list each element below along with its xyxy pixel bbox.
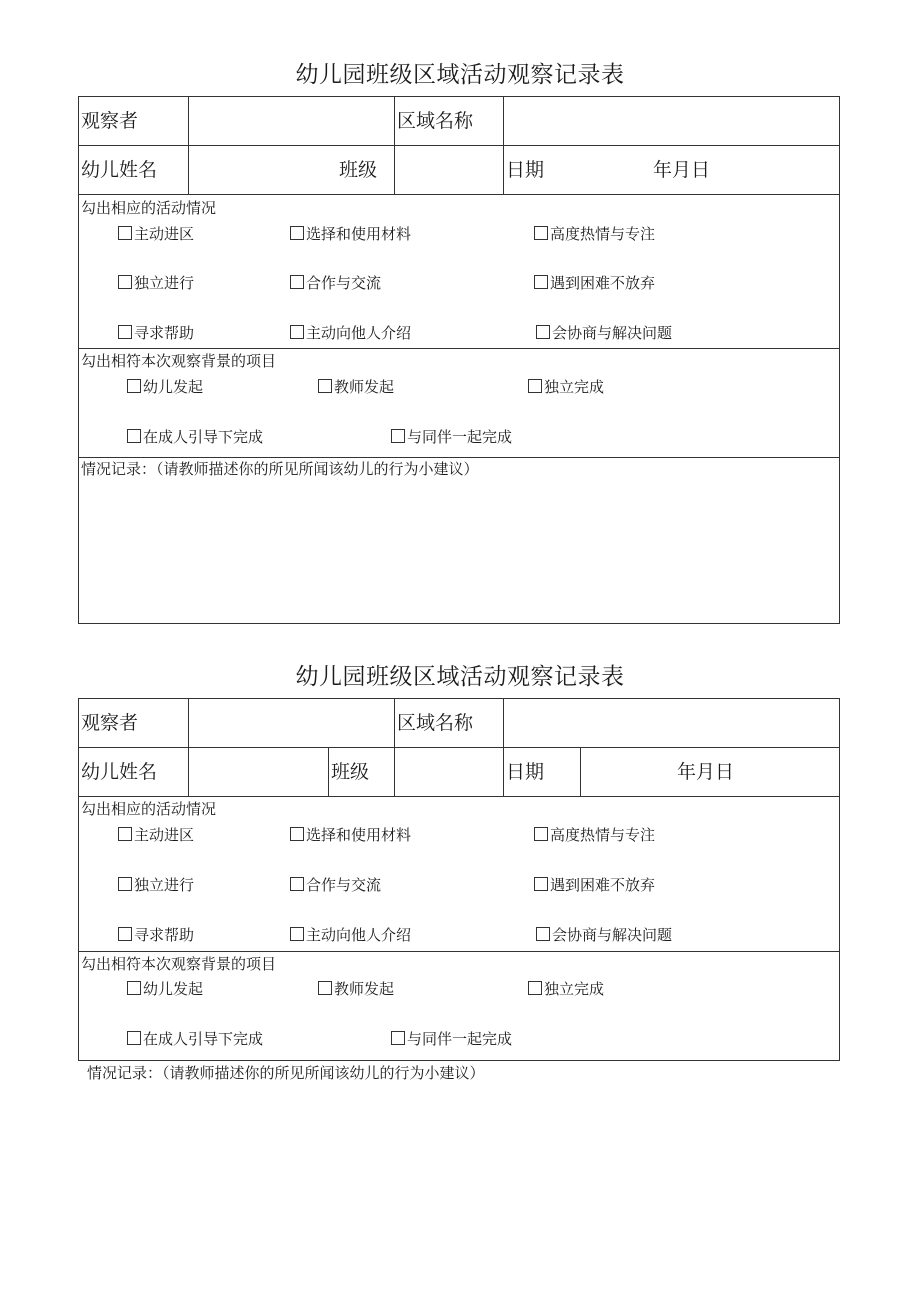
checkbox-icon[interactable] xyxy=(290,325,304,339)
column-divider xyxy=(394,698,395,796)
activity-option[interactable]: 独立进行 xyxy=(118,875,194,895)
row-divider xyxy=(78,348,840,349)
class-label: 班级 xyxy=(331,761,370,783)
column-divider xyxy=(503,96,504,194)
checkbox-icon[interactable] xyxy=(118,275,132,289)
date-units: 年月日 xyxy=(653,159,711,181)
activity-option[interactable]: 选择和使用材料 xyxy=(290,825,411,845)
activity-option[interactable]: 合作与交流 xyxy=(290,875,381,895)
activity-option[interactable]: 遇到困难不放弃 xyxy=(534,875,655,895)
column-divider xyxy=(328,747,329,796)
area-label: 区域名称 xyxy=(397,110,474,132)
checkbox-icon[interactable] xyxy=(127,429,141,443)
activity-option[interactable]: 寻求帮助 xyxy=(118,925,194,945)
area-field[interactable] xyxy=(505,700,838,746)
observer-field[interactable] xyxy=(190,700,393,746)
observer-label: 观察者 xyxy=(81,110,139,132)
checkbox-icon[interactable] xyxy=(290,927,304,941)
row-divider xyxy=(78,194,840,195)
class-label: 班级 xyxy=(339,159,378,181)
checkbox-icon[interactable] xyxy=(118,927,132,941)
form-title: 幼儿园班级区域活动观察记录表 xyxy=(295,62,625,88)
record-area[interactable] xyxy=(80,482,838,622)
activity-option[interactable]: 主动进区 xyxy=(118,224,194,244)
background-option[interactable]: 在成人引导下完成 xyxy=(127,1029,263,1049)
background-option[interactable]: 教师发起 xyxy=(318,377,394,397)
form-title: 幼儿园班级区域活动观察记录表 xyxy=(295,664,625,690)
background-option[interactable]: 幼儿发起 xyxy=(127,979,203,999)
column-divider xyxy=(580,747,581,796)
background-option[interactable]: 教师发起 xyxy=(318,979,394,999)
class-field[interactable] xyxy=(396,749,502,795)
child-name-label: 幼儿姓名 xyxy=(81,761,158,783)
checkbox-icon[interactable] xyxy=(391,429,405,443)
activity-option[interactable]: 选择和使用材料 xyxy=(290,224,411,244)
activity-option[interactable]: 主动向他人介绍 xyxy=(290,323,411,343)
background-option[interactable]: 独立完成 xyxy=(528,979,604,999)
checkbox-icon[interactable] xyxy=(290,877,304,891)
background-option[interactable]: 与同伴一起完成 xyxy=(391,427,512,447)
row-divider xyxy=(78,457,840,458)
row-divider xyxy=(78,796,840,797)
row-divider xyxy=(78,145,840,146)
checkbox-icon[interactable] xyxy=(118,877,132,891)
checkbox-icon[interactable] xyxy=(534,226,548,240)
table-border xyxy=(839,698,840,1061)
activity-option[interactable]: 独立进行 xyxy=(118,273,194,293)
area-field[interactable] xyxy=(505,98,838,144)
checkbox-icon[interactable] xyxy=(528,981,542,995)
checkbox-icon[interactable] xyxy=(290,226,304,240)
row-divider xyxy=(78,951,840,952)
background-option[interactable]: 与同伴一起完成 xyxy=(391,1029,512,1049)
area-label: 区域名称 xyxy=(397,712,474,734)
checkbox-icon[interactable] xyxy=(118,226,132,240)
activity-option[interactable]: 遇到困难不放弃 xyxy=(534,273,655,293)
date-units: 年月日 xyxy=(677,761,735,783)
checkbox-icon[interactable] xyxy=(118,325,132,339)
activity-heading: 勾出相应的活动情况 xyxy=(81,199,217,217)
column-divider xyxy=(188,698,189,796)
activity-option[interactable]: 主动向他人介绍 xyxy=(290,925,411,945)
checkbox-icon[interactable] xyxy=(127,379,141,393)
child-name-field[interactable] xyxy=(190,749,327,795)
table-border xyxy=(78,1060,840,1061)
activity-option[interactable]: 会协商与解决问题 xyxy=(536,323,672,343)
column-divider xyxy=(503,698,504,796)
background-option[interactable]: 在成人引导下完成 xyxy=(127,427,263,447)
column-divider xyxy=(394,96,395,194)
checkbox-icon[interactable] xyxy=(127,1031,141,1045)
observer-field[interactable] xyxy=(190,98,393,144)
checkbox-icon[interactable] xyxy=(534,877,548,891)
checkbox-icon[interactable] xyxy=(318,981,332,995)
table-border xyxy=(78,96,79,624)
activity-heading: 勾出相应的活动情况 xyxy=(81,800,217,818)
checkbox-icon[interactable] xyxy=(290,827,304,841)
checkbox-icon[interactable] xyxy=(290,275,304,289)
activity-option[interactable]: 合作与交流 xyxy=(290,273,381,293)
background-heading: 勾出相符本次观察背景的项目 xyxy=(81,955,277,973)
observer-label: 观察者 xyxy=(81,712,139,734)
activity-option[interactable]: 会协商与解决问题 xyxy=(536,925,672,945)
checkbox-icon[interactable] xyxy=(536,927,550,941)
checkbox-icon[interactable] xyxy=(118,827,132,841)
activity-option[interactable]: 主动进区 xyxy=(118,825,194,845)
table-border xyxy=(78,96,840,97)
record-label: 情况记录：（请教师描述你的所见所闻该幼儿的行为小建议） xyxy=(81,460,479,478)
table-border xyxy=(78,623,840,624)
background-option[interactable]: 独立完成 xyxy=(528,377,604,397)
child-name-field[interactable] xyxy=(190,147,330,193)
child-name-label: 幼儿姓名 xyxy=(81,159,158,181)
activity-option[interactable]: 高度热情与专注 xyxy=(534,224,655,244)
background-option[interactable]: 幼儿发起 xyxy=(127,377,203,397)
activity-option[interactable]: 高度热情与专注 xyxy=(534,825,655,845)
checkbox-icon[interactable] xyxy=(391,1031,405,1045)
checkbox-icon[interactable] xyxy=(534,827,548,841)
checkbox-icon[interactable] xyxy=(127,981,141,995)
background-heading: 勾出相符本次观察背景的项目 xyxy=(81,352,277,370)
record-label: 情况记录：（请教师描述你的所见所闻该幼儿的行为小建议） xyxy=(87,1064,485,1082)
date-label: 日期 xyxy=(506,761,545,783)
table-border xyxy=(839,96,840,624)
checkbox-icon[interactable] xyxy=(536,325,550,339)
checkbox-icon[interactable] xyxy=(534,275,548,289)
class-field[interactable] xyxy=(396,147,502,193)
activity-option[interactable]: 寻求帮助 xyxy=(118,323,194,343)
checkbox-icon[interactable] xyxy=(318,379,332,393)
table-border xyxy=(78,698,840,699)
column-divider xyxy=(188,96,189,194)
date-label: 日期 xyxy=(506,159,545,181)
table-border xyxy=(78,698,79,1061)
checkbox-icon[interactable] xyxy=(528,379,542,393)
row-divider xyxy=(78,747,840,748)
